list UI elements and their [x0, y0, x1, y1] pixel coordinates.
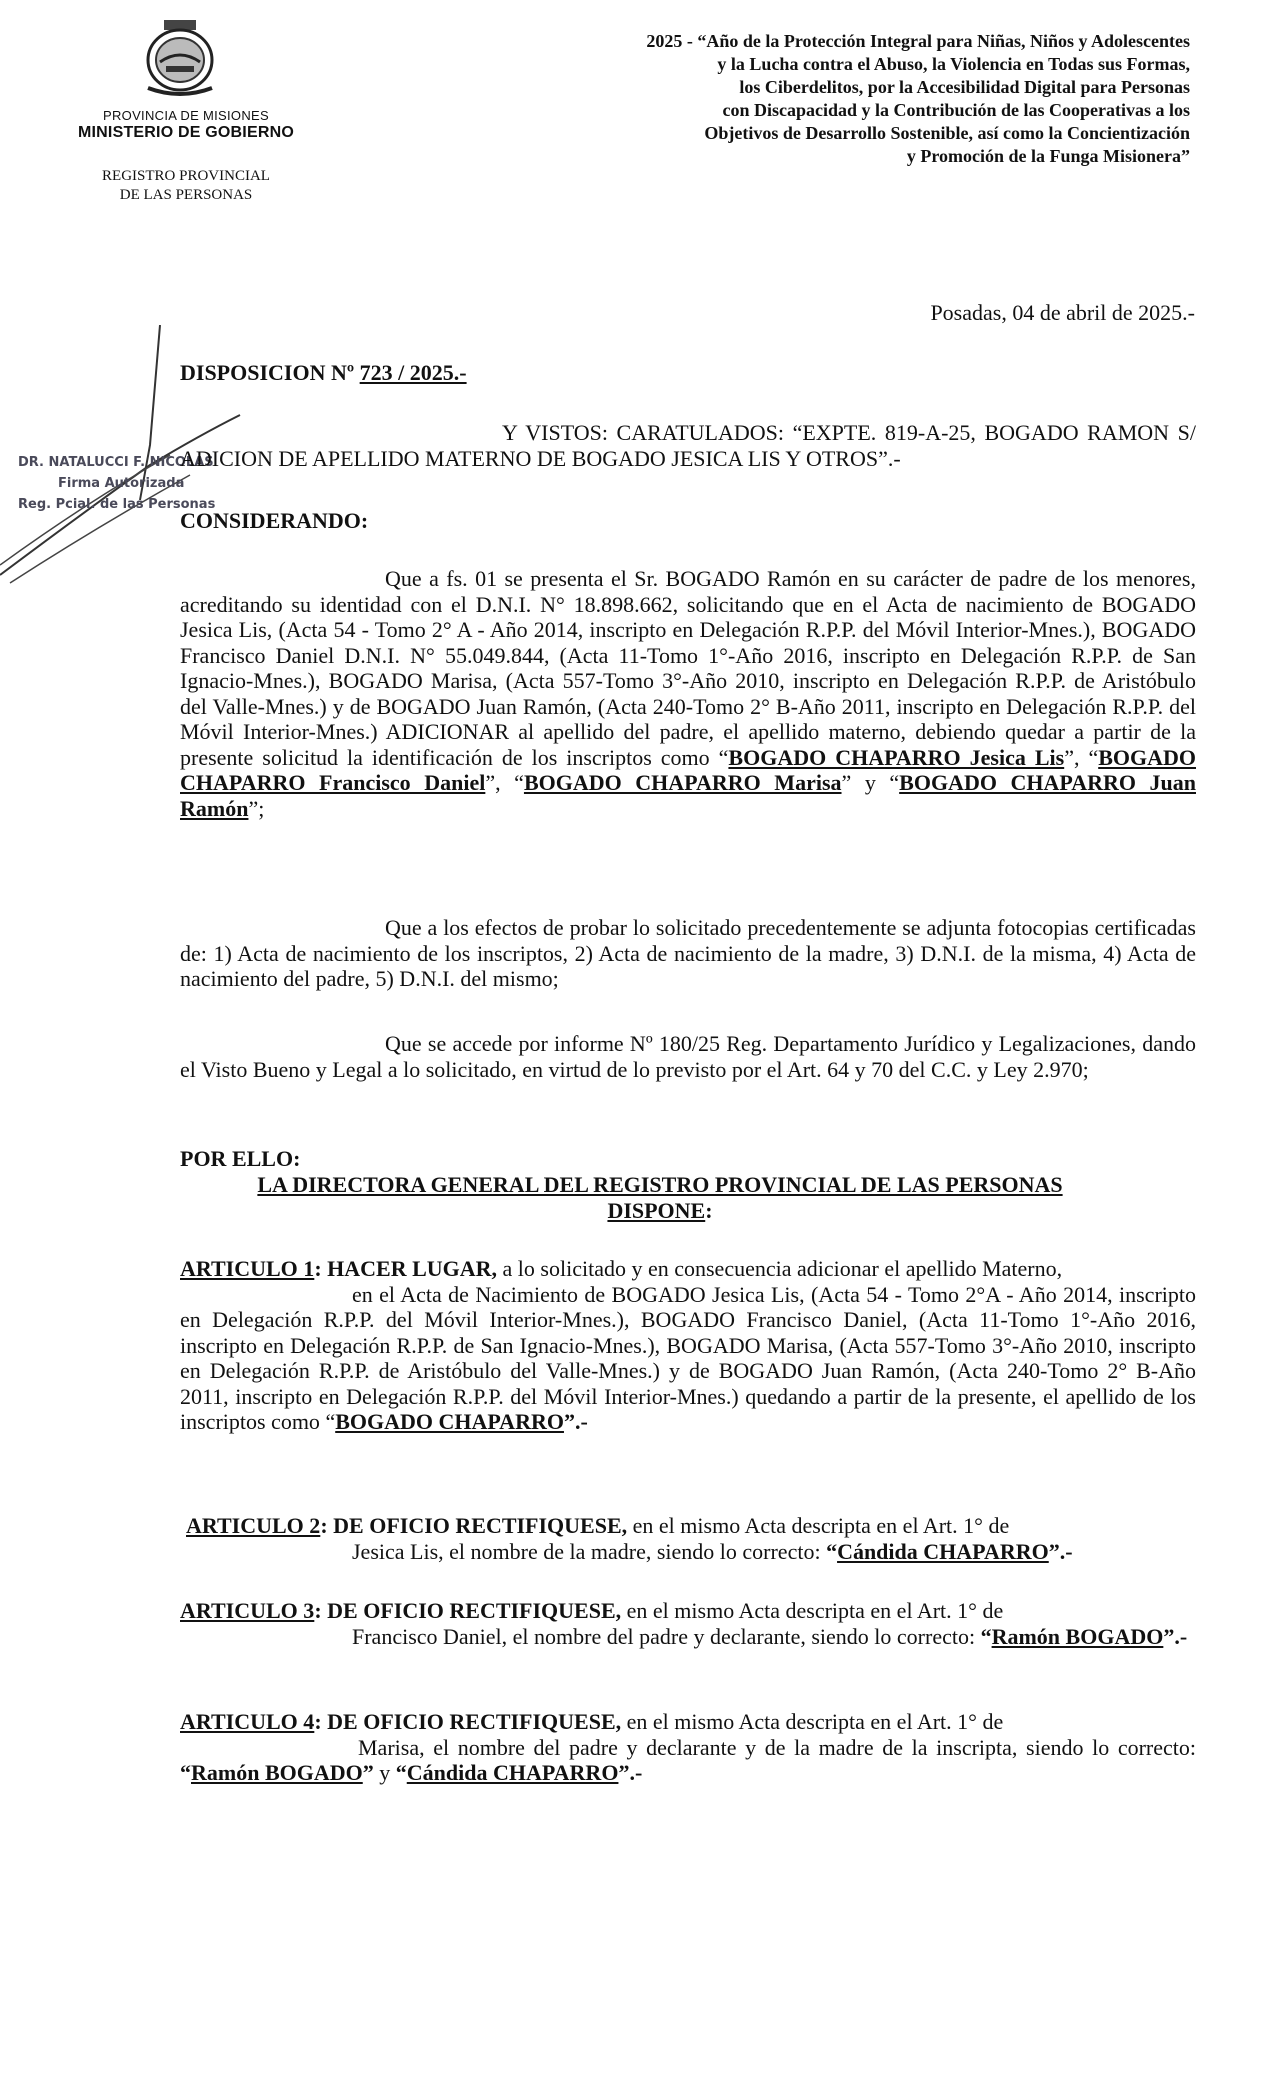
motto-line: y la Lucha contra el Abuso, la Violencia en Todas sus Formas,: [717, 54, 1190, 74]
motto-line: y Promoción de la Funga Misionera”: [906, 146, 1190, 166]
p1-name-1: BOGADO CHAPARRO Jesica Lis: [728, 744, 1065, 770]
dispone-text: DISPONE: [607, 1198, 706, 1223]
stamp-signer: DR. NATALUCCI F. NICOLAS: [18, 455, 214, 470]
art1-text-1: a lo solicitado y en consecuencia adicionar el apellido Materno,: [497, 1256, 1063, 1281]
considerando-label: CONSIDERANDO:: [180, 508, 369, 533]
art3-label: ARTICULO 3: [180, 1598, 315, 1623]
art2-label: ARTICULO 2: [186, 1513, 321, 1538]
articulo-3: ARTICULO 3: DE OFICIO RECTIFIQUESE, en el mismo Acta descripta en el Art. 1° de Francisco Daniel, el nombre del padre y declarante, siendo lo correcto: “Ramón BOGADO”.-: [180, 1598, 1188, 1649]
art3-action: DE OFICIO RECTIFIQUESE,: [327, 1598, 622, 1623]
art1-label: ARTICULO 1: [180, 1256, 315, 1281]
p1-text: Que a fs. 01 se presenta el Sr. BOGADO Ramón en su carácter de padre de los menores, acreditando su identidad con el D.N.I. N° 18.898.662, solicitando que en el Acta de nacimiento de BOGADO Jesica Lis, (Acta 54 - Tomo 2° A - Año 2014, inscripto en Delegación R.P.P. del Móvil Interior-Mnes.), BOGADO Francisco Daniel D.N.I. N° 55.049.844, (Acta 11-Tomo 1°-Año 2016, inscripto en Delegación R.P.P. de San Ignacio-Mnes.), BOGADO Marisa, (Acta 557-Tomo 3°-Año 2010, inscripto en Delegación R.P.P. de Aristóbulo del Valle-Mnes.) y de BOGADO Juan Ramón, (Acta 240-Tomo 2° B-Año 2011, inscripto en Delegación R.P.P. del Móvil Interior-Mnes.) ADICIONAR al apellido del padre, el apellido materno, debiendo quedar a partir de la presente solicitud la identificación de los inscriptos como: [180, 566, 1196, 770]
art4-text-2: Marisa, el nombre del padre y declarante y de la madre de la inscripta, siendo lo correcto:: [358, 1734, 1196, 1760]
art3-text-2: Francisco Daniel, el nombre del padre y declarante, siendo lo correcto:: [352, 1623, 981, 1649]
considerando-paragraph-1: Que a fs. 01 se presenta el Sr. BOGADO Ramón en su carácter de padre de los menores, acreditando su identidad con el D.N.I. N° 18.898.662, solicitando que en el Acta de nacimiento de BOGADO Jesica Lis, (Acta 54 - Tomo 2° A - Año 2014, inscripto en Delegación R.P.P. del Móvil Interior-Mnes.), BOGADO Francisco Daniel D.N.I. N° 55.049.844, (Acta 11-Tomo 1°-Año 2016, inscripto en Delegación R.P.P. de San Ignacio-Mnes.), BOGADO Marisa, (Acta 557-Tomo 3°-Año 2010, inscripto en Delegación R.P.P. de Aristóbulo del Valle-Mnes.) y de BOGADO Juan Ramón, (Acta 240-Tomo 2° B-Año 2011, inscripto en Delegación R.P.P. del Móvil Interior-Mnes.) ADICIONAR al apellido del padre, el apellido materno, debiendo quedar a partir de la presente solicitud la identificación de los inscriptos como “BOGADO CHAPARRO Jesica Lis”, “BOGADO CHAPARRO Francisco Daniel”, “BOGADO CHAPARRO Marisa” y “BOGADO CHAPARRO Juan Ramón”;: [180, 566, 1196, 821]
document-date: Posadas, 04 de abril de 2025.-: [930, 300, 1195, 325]
p3-text: Que se accede por informe Nº 180/25 Reg. Departamento Jurídico y Legalizaciones, dando el Visto Bueno y Legal a lo solicitado, en virtud de lo previsto por el Art. 64 y 70 del C.C. y Ley 2.970;: [180, 1031, 1196, 1082]
directora-text: LA DIRECTORA GENERAL DEL REGISTRO PROVINCIAL DE LAS PERSONAS: [257, 1172, 1063, 1197]
articulo-4: ARTICULO 4: DE OFICIO RECTIFIQUESE, en el mismo Acta descripta en el Art. 1° de Marisa, el nombre del padre y declarante y de la madre de la inscripta, siendo lo correcto: “Ramón BOGADO” y “Cándida CHAPARRO”.-: [180, 1709, 1196, 1785]
art4-name-1: Ramón BOGADO: [191, 1760, 363, 1785]
p2-text: Que a los efectos de probar lo solicitado precedentemente se adjunta fotocopias certificadas de: 1) Acta de nacimiento de los inscriptos, 2) Acta de nacimiento de la madre, 3) D.N.I. de la misma, 4) Acta de nacimiento del padre, 5) D.N.I. del mismo;: [180, 915, 1196, 991]
disposition-title: [180, 360, 467, 386]
registry-line-1: REGISTRO PROVINCIAL: [102, 168, 270, 184]
art4-label: ARTICULO 4: [180, 1709, 315, 1734]
art2-action: DE OFICIO RECTIFIQUESE,: [333, 1513, 628, 1538]
registry-line-2: DE LAS PERSONAS: [119, 187, 253, 203]
articulo-1: ARTICULO 1: HACER LUGAR, a lo solicitado y en consecuencia adicionar el apellido Materno, en el Acta de Nacimiento de BOGADO Jesica Lis, (Acta 54 - Tomo 2°A - Año 2014, inscripto en Delegación R.P.P. del Móvil Interior-Mnes.), BOGADO Francisco Daniel, (Acta 11-Tomo 1°-Año 2016, inscripto en Delegación R.P.P. de San Ignacio-Mnes.), BOGADO Marisa, (Acta 557-Tomo 3°-Año 2010, inscripto en Delegación R.P.P. de Aristóbulo del Valle-Mnes.) y de BOGADO Juan Ramón, (Acta 240-Tomo 2° B-Año 2011, inscripto en Delegación R.P.P. del Móvil Interior-Mnes.) quedando a partir de la presente, el apellido de los inscriptos como “BOGADO CHAPARRO”.-: [180, 1256, 1196, 1434]
art2-text-1: en el mismo Acta descripta en el Art. 1° de: [627, 1513, 1010, 1538]
art4-action: DE OFICIO RECTIFIQUESE,: [327, 1709, 622, 1734]
motto-line: con Discapacidad y la Contribución de las Cooperativas a los: [722, 100, 1190, 120]
motto-line: Objetivos de Desarrollo Sostenible, así como la Concientización: [704, 123, 1190, 143]
ministry-name: MINISTERIO DE GOBIERNO: [78, 124, 294, 141]
art4-text-1: en el mismo Acta descripta en el Art. 1° de: [621, 1709, 1004, 1734]
p1-name-2: BOGADO CHAPARRO Francisco Daniel: [180, 744, 1196, 795]
disposition-label: DISPOSICION Nº: [180, 360, 360, 385]
directora-heading: [180, 1172, 1140, 1198]
art3-text-1: en el mismo Acta descripta en el Art. 1° de: [621, 1598, 1004, 1623]
art1-name: BOGADO CHAPARRO: [335, 1409, 564, 1434]
p1-name-3: BOGADO CHAPARRO Marisa: [523, 770, 842, 795]
art2-name: Cándida CHAPARRO: [837, 1538, 1049, 1564]
dispone-heading: DISPONE:: [607, 1198, 713, 1223]
vistos-paragraph: [180, 420, 1196, 471]
stamp-role: Firma Autorizada: [58, 476, 185, 491]
considerando-paragraph-3: [180, 1031, 1196, 1082]
articulo-2: ARTICULO 2: DE OFICIO RECTIFIQUESE, en el mismo Acta descripta en el Art. 1° de Jesica Lis, el nombre de la madre, siendo lo correcto: “Cándida CHAPARRO”.-: [186, 1513, 1073, 1564]
motto-line: los Ciberdelitos, por la Accesibilidad Digital para Personas: [739, 77, 1190, 97]
art4-and: y: [373, 1760, 396, 1785]
considerando-paragraph-2: [180, 915, 1196, 992]
year-motto: [430, 30, 1190, 168]
art3-name: Ramón BOGADO: [991, 1623, 1164, 1649]
p1-name-4: BOGADO CHAPARRO Juan Ramón: [180, 770, 1196, 821]
art1-action: HACER LUGAR,: [327, 1256, 498, 1281]
por-ello-label: POR ELLO:: [180, 1146, 301, 1171]
province-name: PROVINCIA DE MISIONES: [103, 108, 269, 123]
art2-text-2: Jesica Lis, el nombre de la madre, siendo lo correcto:: [352, 1538, 827, 1564]
art1-text-2: en el Acta de Nacimiento de BOGADO Jesica Lis, (Acta 54 - Tomo 2°A - Año 2014, inscripto en Delegación R.P.P. del Móvil Interior-Mnes.), BOGADO Francisco Daniel, (Acta 11-Tomo 1°-Año 2016, inscripto en Delegación R.P.P. de San Ignacio-Mnes.), BOGADO Marisa, (Acta 557-Tomo 3°-Año 2010, inscripto en Delegación R.P.P. de Aristóbulo del Valle-Mnes.) y de BOGADO Juan Ramón, (Acta 240-Tomo 2° B-Año 2011, inscripto en Delegación R.P.P. del Móvil Interior-Mnes.) quedando a partir de la presente, el apellido de los inscriptos como: [180, 1281, 1196, 1434]
disposition-number: 723 / 2025.-: [359, 360, 467, 385]
stamp-office: Reg. Pcial. de las Personas: [18, 497, 216, 512]
art4-name-2: Cándida CHAPARRO: [406, 1760, 619, 1785]
motto-line: 2025 - “Año de la Protección Integral para Niñas, Niños y Adolescentes: [646, 31, 1190, 51]
provincial-seal-icon: [140, 18, 220, 100]
vistos-text: Y VISTOS: CARATULADOS: “EXPTE. 819-A-25, BOGADO RAMON S/ ADICION DE APELLIDO MATERNO DE BOGADO JESICA LIS Y OTROS”.-: [180, 420, 1196, 471]
